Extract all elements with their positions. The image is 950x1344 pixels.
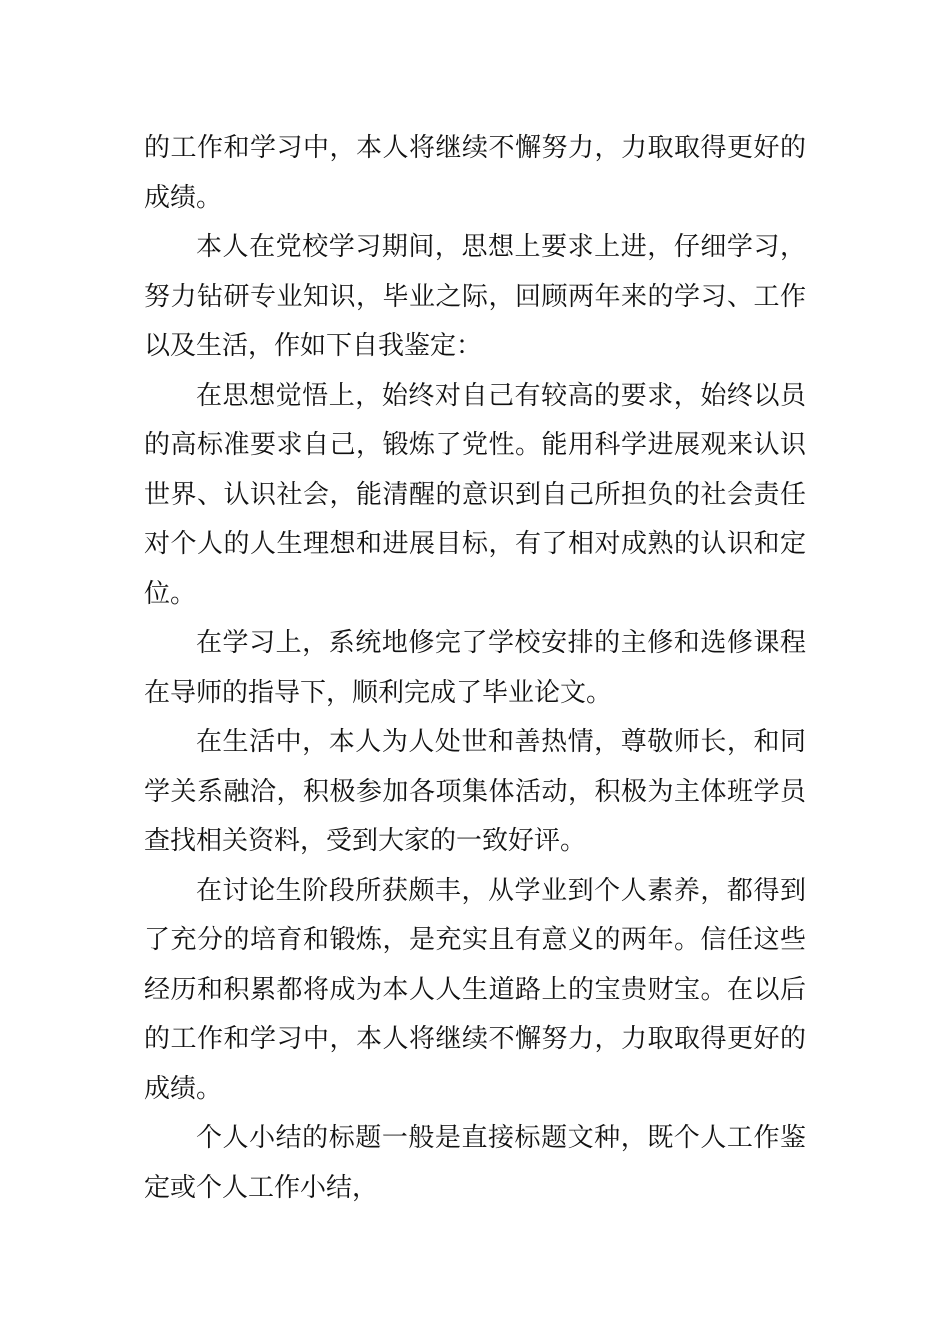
document-body — [144, 124, 806, 1213]
paragraph-life: 在生活中，本人为人处世和善热情，尊敬师长，和同学关系融洽，积极参加各项集体活动，积极为主体班学员查找相关资料，受到大家的一致好评。 — [144, 727, 806, 856]
paragraph-title-note: 个人小结的标题一般是直接标题文种，既个人工作鉴定或个人工作小结， — [144, 1123, 806, 1203]
paragraph-summary: 在讨论生阶段所获颇丰，从学业到个人素养，都得到了充分的培育和锻炼，是充实且有意义的两年。信任这些经历和积累都将成为本人人生道路上的宝贵财宝。在以后的工作和学习中，本人将继续不懈努力，力取取得更好的成绩。 — [144, 875, 806, 1104]
paragraph-ideology: 在思想觉悟上，始终对自己有较高的要求，始终以员的高标准要求自己，锻炼了党性。能用科学进展观来认识世界、认识社会，能清醒的意识到自己所担负的社会责任对个人的人生理想和进展目标，有了相对成熟的认识和定位。 — [144, 380, 806, 609]
paragraph-continuation: 的工作和学习中，本人将继续不懈努力，力取取得更好的成绩。 — [144, 133, 806, 213]
paragraph-intro: 本人在党校学习期间，思想上要求上进，仔细学习，努力钻研专业知识，毕业之际，回顾两年来的学习、工作以及生活，作如下自我鉴定： — [144, 232, 806, 361]
paragraph-study: 在学习上，系统地修完了学校安排的主修和选修课程在导师的指导下，顺利完成了毕业论文。 — [144, 628, 806, 708]
